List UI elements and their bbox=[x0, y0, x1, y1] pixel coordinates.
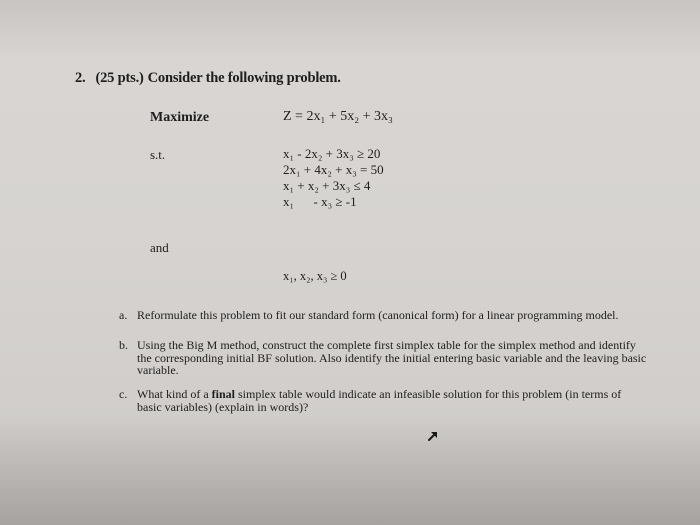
problem-heading bbox=[75, 70, 341, 87]
problem-title: Consider the following problem. bbox=[147, 70, 341, 86]
question-c-text-before: What kind of a bbox=[137, 387, 212, 401]
subject-to-label: s.t. bbox=[150, 147, 166, 162]
constraint-4: x₁ - x₃ ≥ -1 bbox=[283, 194, 357, 209]
mouse-cursor-icon bbox=[425, 428, 441, 444]
constraint-2: 2x₁ + 4x₂ + x₃ = 50 bbox=[283, 162, 384, 177]
question-a-label: a. bbox=[119, 308, 128, 322]
objective-function: Z = 2x₁ + 5x₂ + 3x₃ bbox=[283, 109, 393, 124]
constraint-1: x₁ - 2x₂ + 3x₃ ≥ 20 bbox=[283, 146, 381, 161]
question-b-text: Using the Big M method, construct the complete first simplex table for the simplex method and identify the corresponding initial BF solution. Also identify the initial entering basic variable and the leaving basic variable. bbox=[137, 338, 647, 377]
question-c-bold-word: final bbox=[211, 387, 235, 401]
top-shadow bbox=[0, 0, 700, 60]
constraint-3: x₁ + x₂ + 3x₃ ≤ 4 bbox=[283, 178, 371, 193]
question-b-label: b. bbox=[119, 338, 128, 352]
and-label: and bbox=[150, 240, 169, 255]
bottom-shadow bbox=[0, 415, 700, 525]
question-a bbox=[119, 308, 647, 322]
problem-number: 2. bbox=[75, 70, 86, 86]
question-c bbox=[119, 387, 647, 414]
question-c-label: c. bbox=[119, 387, 128, 401]
question-c-text-after: simplex table would indicate an infeasible solution for this problem (in terms of basic variables) (explain in words)? bbox=[137, 387, 622, 414]
question-a-text: Reformulate this problem to fit our standard form (canonical form) for a linear programming model. bbox=[137, 308, 619, 322]
question-b bbox=[119, 338, 647, 377]
maximize-label: Maximize bbox=[150, 110, 210, 125]
nonnegativity-constraint: x₁, x₂, x₃ ≥ 0 bbox=[283, 269, 347, 283]
problem-points: (25 pts.) bbox=[95, 70, 144, 86]
